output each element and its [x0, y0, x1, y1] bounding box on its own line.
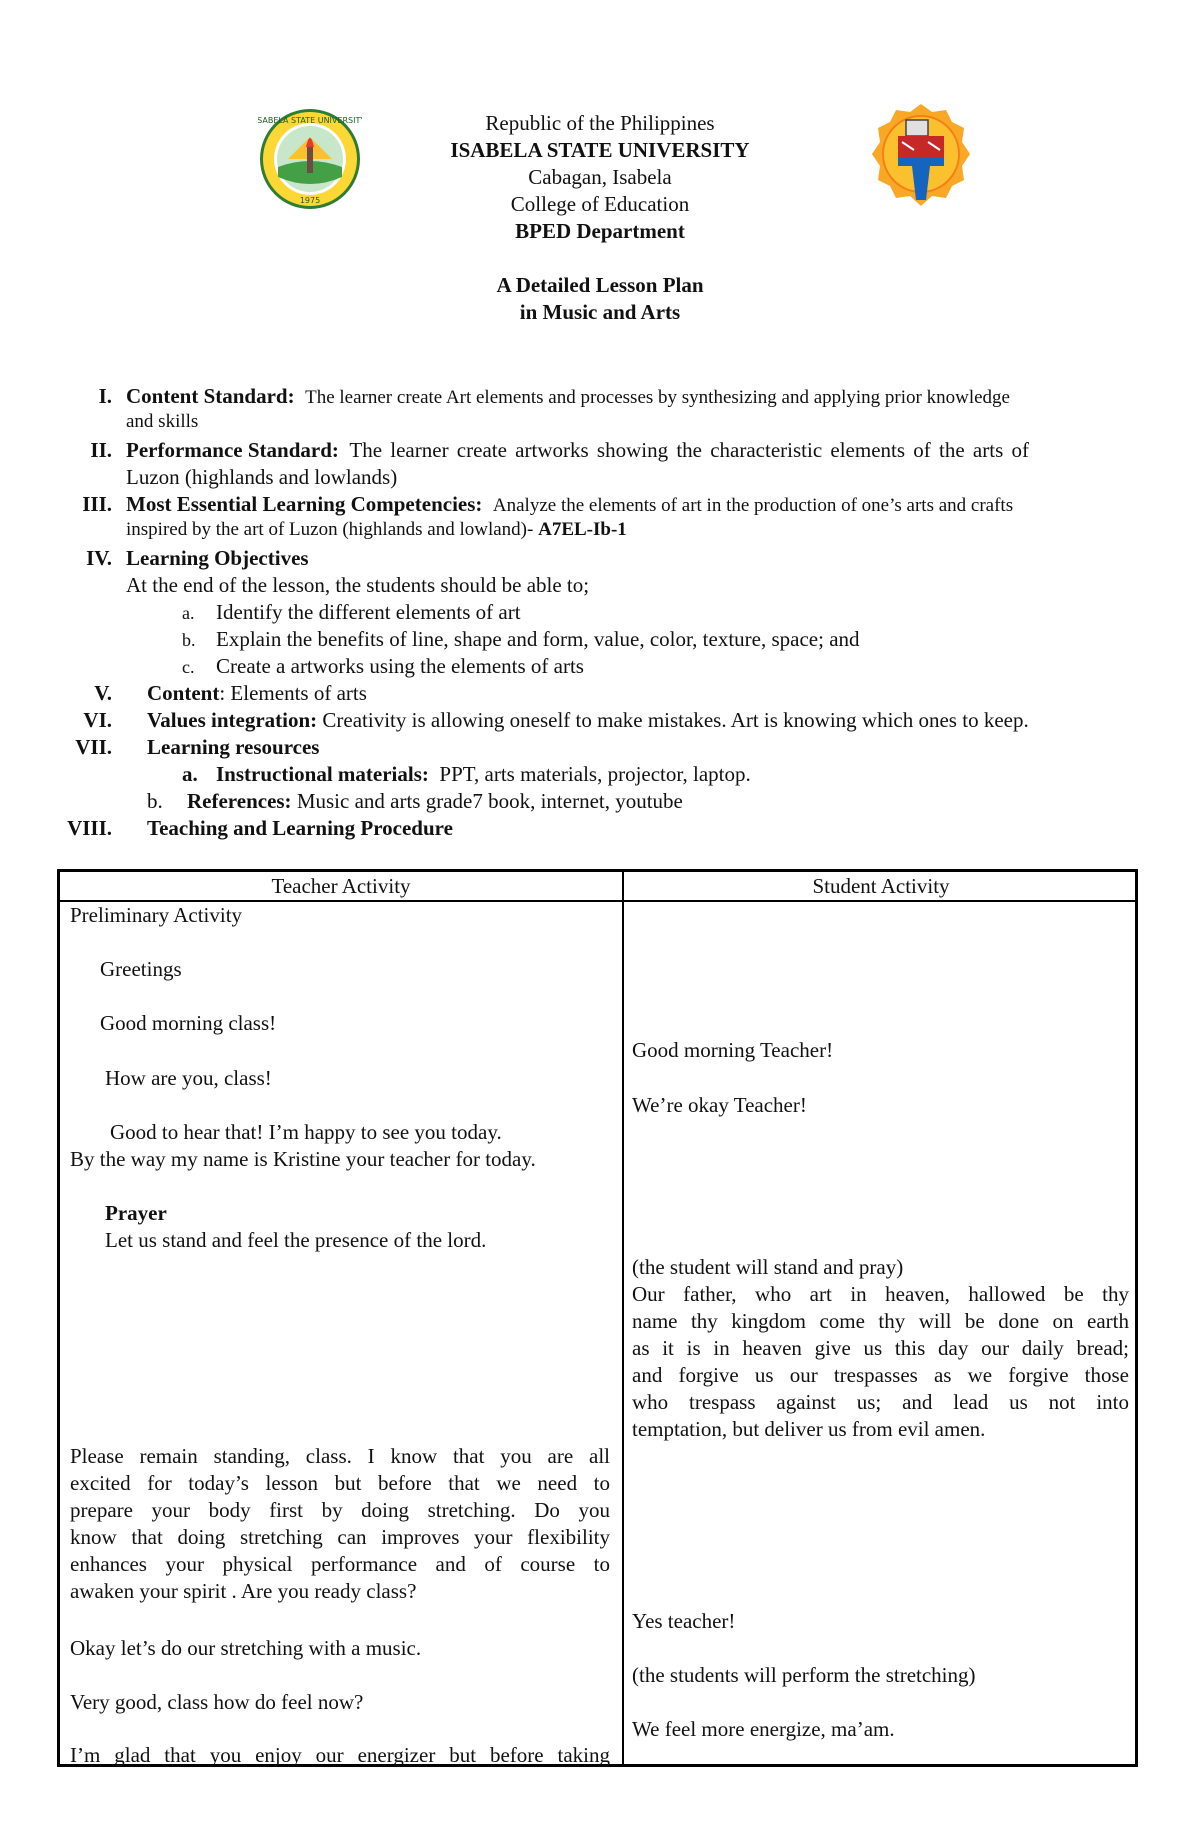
procedure-table — [57, 869, 1138, 1767]
teacher-greetings: Greetings — [100, 957, 182, 981]
student-will-stand: (the student will stand and pray) — [632, 1255, 904, 1279]
list-letter: a. — [182, 762, 198, 786]
teacher-good-morning: Good morning class! — [100, 1011, 277, 1035]
section-text: Creativity is allowing oneself to make mistakes. Art is knowing which ones to keep. — [322, 708, 1029, 732]
list-text: Create a artworks using the elements of arts — [216, 654, 584, 678]
table-header-student: Student Activity — [812, 874, 950, 898]
column-divider — [622, 872, 624, 1764]
section-label: Content Standard: — [126, 384, 295, 408]
header-university: ISABELA STATE UNIVERSITY — [450, 138, 750, 162]
list-letter: a. — [182, 603, 195, 623]
section-text: The learner create Art elements and processes by synthesizing and applying prior knowledge — [305, 387, 1010, 408]
list-item — [182, 761, 751, 788]
teacher-how-are-you: How are you, class! — [105, 1066, 272, 1090]
header-republic: Republic of the Philippines — [485, 111, 715, 135]
student-perform: (the students will perform the stretching) — [632, 1663, 976, 1687]
section-text: The learner create artworks showing the characteristic elements of the arts of — [349, 438, 1029, 462]
section-label: Performance Standard: — [126, 438, 339, 462]
section-label: Teaching and Learning Procedure — [147, 816, 453, 840]
list-letter: b. — [182, 630, 196, 650]
teacher-prelim: Preliminary Activity — [70, 903, 243, 927]
section-number: VI. — [83, 708, 112, 732]
teacher-okay-lets: Okay let’s do our stretching with a music. — [70, 1636, 422, 1660]
section-label: Content — [147, 681, 220, 705]
header-campus: Cabagan, Isabela — [528, 165, 672, 189]
student-okay: We’re okay Teacher! — [632, 1093, 807, 1117]
teacher-prayer-heading: Prayer — [105, 1201, 167, 1225]
list-letter: b. — [147, 789, 163, 813]
section-number: V. — [94, 681, 112, 705]
svg-text:1975: 1975 — [299, 196, 321, 205]
list-item — [182, 599, 521, 627]
table-header-teacher: Teacher Activity — [271, 874, 411, 898]
section-label: Learning resources — [147, 735, 320, 759]
section-label: Values integration: — [147, 708, 318, 732]
list-label: Instructional materials: — [216, 762, 429, 786]
objectives-intro: At the end of the lesson, the students should be able to; — [126, 573, 590, 597]
section-number: IV. — [86, 546, 112, 570]
teacher-let-us-stand: Let us stand and feel the presence of the lord. — [105, 1228, 487, 1252]
section-label: Learning Objectives — [126, 546, 309, 570]
header-college: College of Education — [510, 192, 690, 216]
list-letter: c. — [182, 657, 195, 677]
student-good-morning: Good morning Teacher! — [632, 1038, 834, 1062]
list-item — [147, 788, 683, 815]
section-label: Most Essential Learning Competencies: — [126, 492, 483, 516]
student-prayer-text: Our father, who art in heaven, hallowed be thy name thy kingdom come thy will be done on earth as it is in heaven give us this day our daily bread; and forgive us our trespasses as we forgive those who trespass against us; and lead us not into temptation, but deliver us from evil amen. — [632, 1282, 1129, 1441]
competency-code: A7EL-Ib-1 — [538, 519, 627, 540]
teacher-good-to-hear: Good to hear that! I’m happy to see you today. — [110, 1120, 502, 1144]
section-number: VIII. — [67, 816, 112, 840]
page-subtitle: in Music and Arts — [519, 300, 681, 324]
section-text: Analyze the elements of art in the production of one’s arts and crafts — [492, 495, 1014, 516]
list-label: References: — [187, 789, 292, 813]
page-title: A Detailed Lesson Plan — [496, 273, 704, 297]
section-text: : Elements of arts — [219, 681, 367, 705]
list-text: Explain the benefits of line, shape and form, value, color, texture, space; and — [216, 627, 860, 651]
header-department: BPED Department — [515, 219, 685, 243]
teacher-stretching-paragraph: Please remain standing, class. I know that you are all excited for today’s lesson but before that we need to prepare your body first by doing stretching. Do you know that doing stretching can improves your flexibility enhances your physical performance and of course to awaken your spirit . Are you ready class? — [70, 1444, 610, 1603]
student-yes: Yes teacher! — [632, 1609, 736, 1633]
section-text-cont: and skills — [126, 411, 199, 432]
student-energize: We feel more energize, ma’am. — [632, 1717, 895, 1741]
teacher-very-good: Very good, class how do feel now? — [70, 1690, 364, 1714]
section-text-cont: Luzon (highlands and lowlands) — [126, 465, 398, 489]
list-item — [182, 653, 584, 681]
teacher-glad: I’m glad that you enjoy our energizer but before taking — [70, 1743, 610, 1767]
section-number: VII. — [75, 735, 112, 759]
list-item — [182, 626, 860, 654]
section-number: I. — [98, 384, 112, 408]
teacher-name-intro: By the way my name is Kristine your teacher for today. — [70, 1147, 536, 1171]
section-number: II. — [90, 438, 112, 462]
section-text-cont: inspired by the art of Luzon (highlands and lowland)- — [126, 519, 539, 540]
list-text: PPT, arts materials, projector, laptop. — [439, 762, 751, 786]
list-text: Identify the different elements of art — [216, 600, 521, 624]
section-number: III. — [82, 492, 112, 516]
list-text: Music and arts grade7 book, internet, youtube — [296, 789, 683, 813]
svg-text:ISABELA STATE UNIVERSITY: ISABELA STATE UNIVERSITY — [258, 116, 362, 125]
